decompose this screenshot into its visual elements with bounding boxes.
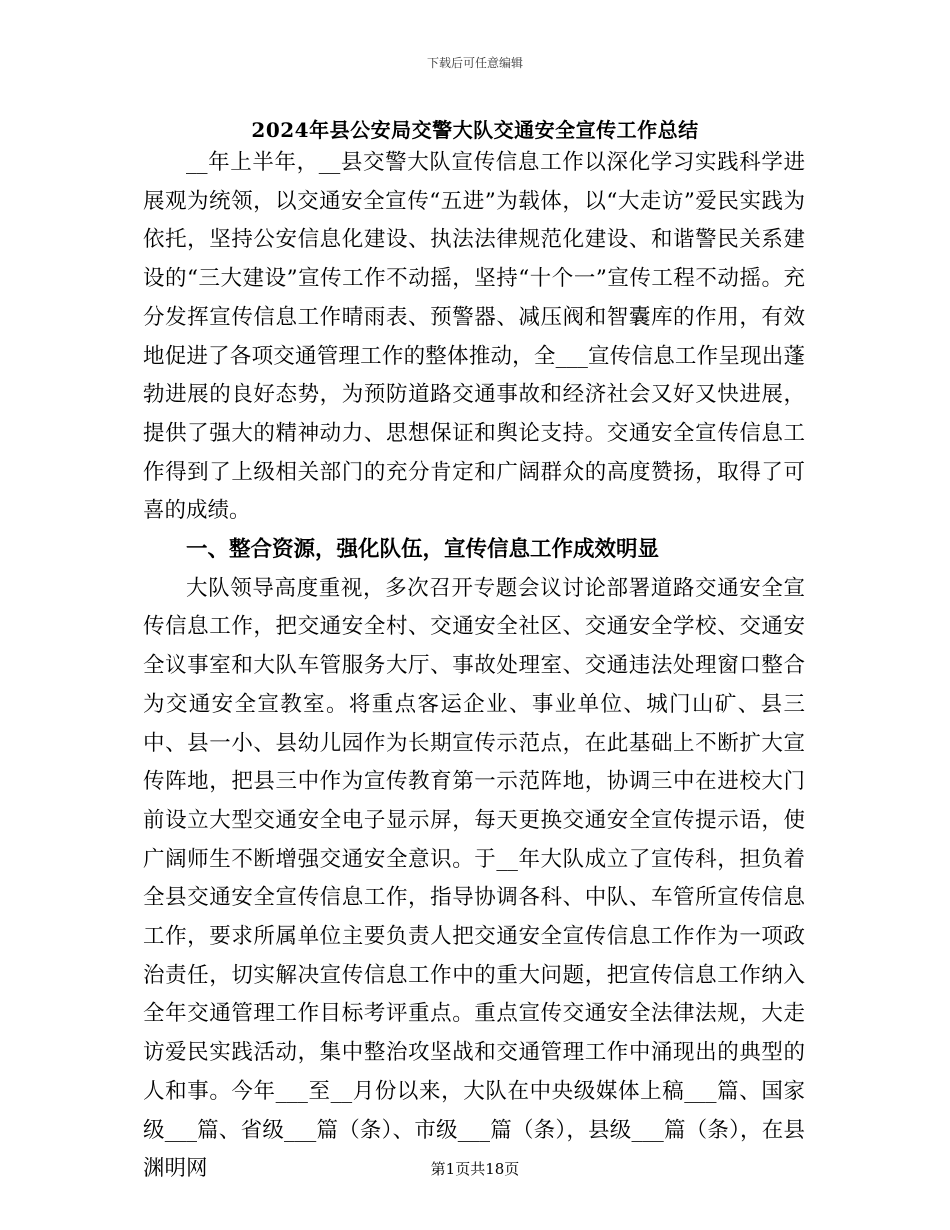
document-title: 2024年县公安局交警大队交通安全宣传工作总结 bbox=[251, 118, 699, 142]
paragraph-intro: __年上半年，__县交警大队宣传信息工作以深化学习实践科学进展观为统领，以交通安全宣传“五进”为载体，以“大走访”爱民实践为依托，坚持公安信息化建设、执法法律规范化建设、和谐警民关系建设的“三大建设”宣传工作不动摇，坚持“十个一”宣传工程不动摇。充分发挥宣传信息工作晴雨表、预警器、减压阀和智囊库的作用，有效地促进了各项交通管理工作的整体推动，全___宣传信息工作呈现出蓬勃进展的良好态势，为预防道路交通事故和经济社会又好又快进展，提供了强大的精神动力、思想保证和舆论支持。交通安全宣传信息工作得到了上级相关部门的充分肯定和广阔群众的高度赞扬，取得了可喜的成绩。 bbox=[143, 150, 805, 524]
section-heading-1: 一、整合资源，强化队伍，宣传信息工作成效明显 bbox=[186, 537, 660, 563]
page-footer: 第1页共18页 bbox=[430, 1160, 520, 1178]
document-body bbox=[143, 144, 805, 1189]
header-note: 下载后可任意编辑 bbox=[426, 56, 523, 70]
paragraph-section-1: 大队领导高度重视，多次召开专题会议讨论部署道路交通安全宣传信息工作，把交通安全村、交通安全社区、交通安全学校、交通安全议事室和大队车管服务大厅、事故处理室、交通违法处理窗口整合为交通安全宣教室。将重点客运企业、事业单位、城门山矿、县三中、县一小、县幼儿园作为长期宣传示范点，在此基础上不断扩大宣传阵地，把县三中作为宣传教育第一示范阵地，协调三中在进校大门前设立大型交通安全电子显示屏，每天更换交通安全宣传提示语，使广阔师生不断增强交通安全意识。于__年大队成立了宣传科，担负着全县交通安全宣传信息工作，指导协调各科、中队、车管所宣传信息工作，要求所属单位主要负责人把交通安全宣传信息工作作为一项政治责任，切实解决宣传信息工作中的重大问题，把宣传信息工作纳入全年交通管理工作目标考评重点。重点宣传交通安全法律法规，大走访爱民实践活动，集中整治攻坚战和交通管理工作中涌现出的典型的人和事。今年___至__月份以来，大队在中央级媒体上稿___篇、国家级___篇、省级___篇（条）、市级___篇（条），县级___篇（条），在县渊明网 bbox=[143, 575, 805, 1182]
